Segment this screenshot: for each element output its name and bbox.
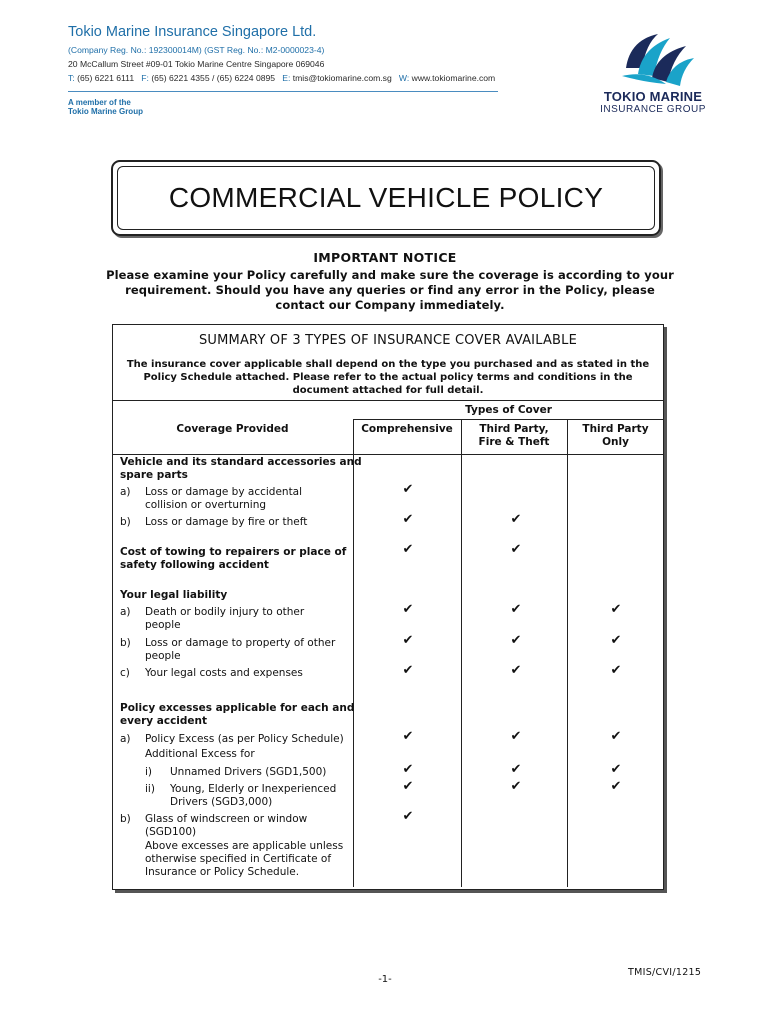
check-icon: ✔ bbox=[610, 663, 622, 678]
header-divider bbox=[68, 91, 498, 92]
section-liability-title: Your legal liability bbox=[120, 589, 228, 601]
item-young-drivers-2: Drivers (SGD3,000) bbox=[170, 796, 273, 808]
item-accidental-2: collision or overturning bbox=[145, 499, 267, 511]
table-top-rule bbox=[112, 400, 664, 401]
check-icon: ✔ bbox=[510, 542, 522, 557]
check-icon: ✔ bbox=[402, 602, 414, 617]
document-code: TMIS/CVI/1215 bbox=[628, 967, 702, 978]
item-marker: a) bbox=[120, 733, 131, 745]
item-bodily-injury-1: Death or bodily injury to other bbox=[145, 606, 305, 618]
item-young-drivers-1: Young, Elderly or Inexperienced bbox=[170, 783, 337, 795]
item-marker: a) bbox=[120, 486, 131, 498]
title-box bbox=[111, 160, 661, 236]
column-header-rule bbox=[112, 454, 664, 455]
types-of-cover-header: Types of Cover bbox=[465, 404, 552, 416]
check-icon: ✔ bbox=[610, 633, 622, 648]
item-property-damage-1: Loss or damage to property of other bbox=[145, 637, 336, 649]
page-title: COMMERCIAL VEHICLE POLICY bbox=[117, 166, 655, 230]
types-header-rule bbox=[353, 419, 664, 420]
excess-note-3: Insurance or Policy Schedule. bbox=[145, 866, 300, 878]
check-icon: ✔ bbox=[402, 512, 414, 527]
item-legal-costs: Your legal costs and expenses bbox=[145, 667, 303, 679]
item-marker: c) bbox=[120, 667, 130, 679]
comprehensive-header: Comprehensive bbox=[361, 423, 453, 435]
check-icon: ✔ bbox=[402, 809, 414, 824]
col-divider-2 bbox=[461, 419, 462, 887]
notice-body: Please examine your Policy carefully and make sure the coverage is according to your requirement. Should you have any queries or find any error in the Policy, please contact our Company immediately. bbox=[106, 268, 674, 312]
check-icon: ✔ bbox=[510, 779, 522, 794]
section-towing-title-1: Cost of towing to repairers or place of bbox=[120, 546, 347, 558]
check-icon: ✔ bbox=[510, 602, 522, 617]
check-icon: ✔ bbox=[610, 762, 622, 777]
member-line-1: A member of the bbox=[68, 98, 131, 107]
item-bodily-injury-2: people bbox=[145, 619, 181, 631]
excess-note-1: Above excesses are applicable unless bbox=[145, 840, 344, 852]
col-divider-1 bbox=[353, 419, 354, 887]
section-excess-title-1: Policy excesses applicable for each and bbox=[120, 702, 355, 714]
check-icon: ✔ bbox=[610, 729, 622, 744]
col-divider-3 bbox=[567, 419, 568, 887]
item-marker: b) bbox=[120, 813, 131, 825]
company-address: 20 McCallum Street #09-01 Tokio Marine Centre Singapore 069046 bbox=[68, 59, 325, 69]
company-registration: (Company Reg. No.: 192300014M) (GST Reg. No.: M2-0000023-4) bbox=[68, 45, 325, 55]
logo-subtitle: INSURANCE GROUP bbox=[600, 104, 706, 115]
tpft-header-line-2: Fire & Theft bbox=[478, 436, 550, 448]
check-icon: ✔ bbox=[510, 633, 522, 648]
section-excess-title-2: every accident bbox=[120, 715, 208, 727]
section-towing-title-2: safety following accident bbox=[120, 559, 269, 571]
check-icon: ✔ bbox=[402, 762, 414, 777]
tp-header-line-1: Third Party bbox=[582, 423, 649, 435]
item-marker: i) bbox=[145, 766, 153, 778]
item-marker: b) bbox=[120, 637, 131, 649]
check-icon: ✔ bbox=[510, 729, 522, 744]
notice-heading: IMPORTANT NOTICE bbox=[313, 250, 457, 265]
item-policy-excess-1: Policy Excess (as per Policy Schedule) bbox=[145, 733, 344, 745]
coverage-provided-header: Coverage Provided bbox=[176, 423, 289, 435]
section-vehicle-title-1: Vehicle and its standard accessories and bbox=[120, 456, 362, 468]
tokio-marine-logo-icon bbox=[616, 28, 700, 88]
check-icon: ✔ bbox=[510, 512, 522, 527]
check-icon: ✔ bbox=[402, 633, 414, 648]
page-number: -1- bbox=[378, 974, 392, 985]
check-icon: ✔ bbox=[402, 542, 414, 557]
company-name: Tokio Marine Insurance Singapore Ltd. bbox=[68, 24, 317, 40]
item-glass-2: (SGD100) bbox=[145, 826, 197, 838]
item-marker: b) bbox=[120, 516, 131, 528]
item-fire-theft: Loss or damage by fire or theft bbox=[145, 516, 308, 528]
check-icon: ✔ bbox=[402, 779, 414, 794]
item-marker: ii) bbox=[145, 783, 155, 795]
excess-note-2: otherwise specified in Certificate of bbox=[145, 853, 332, 865]
item-policy-excess-2: Additional Excess for bbox=[145, 748, 255, 760]
tpft-header-line-1: Third Party, bbox=[479, 423, 549, 435]
check-icon: ✔ bbox=[610, 602, 622, 617]
tp-header-line-2: Only bbox=[602, 436, 629, 448]
summary-intro: The insurance cover applicable shall depend on the type you purchased and as stated in the Policy Schedule attached. Please refer to the actual policy terms and conditions in the document attached for full detail. bbox=[126, 359, 650, 396]
company-contact: T: (65) 6221 6111 F: (65) 6221 4355 / (65) 6224 0895 E: tmis@tokiomarine.com.sg W: www.tokiomarine.com bbox=[68, 73, 496, 83]
check-icon: ✔ bbox=[510, 762, 522, 777]
check-icon: ✔ bbox=[610, 779, 622, 794]
item-marker: a) bbox=[120, 606, 131, 618]
section-vehicle-title-2: spare parts bbox=[120, 469, 188, 481]
item-unnamed-drivers: Unnamed Drivers (SGD1,500) bbox=[170, 766, 327, 778]
check-icon: ✔ bbox=[402, 729, 414, 744]
item-glass-1: Glass of windscreen or window bbox=[145, 813, 308, 825]
check-icon: ✔ bbox=[402, 482, 414, 497]
check-icon: ✔ bbox=[510, 663, 522, 678]
member-line-2: Tokio Marine Group bbox=[68, 107, 143, 116]
check-icon: ✔ bbox=[402, 663, 414, 678]
item-accidental-1: Loss or damage by accidental bbox=[145, 486, 303, 498]
summary-heading: SUMMARY OF 3 TYPES OF INSURANCE COVER AVAILABLE bbox=[198, 333, 578, 348]
logo-name: TOKIO MARINE bbox=[603, 89, 703, 104]
item-property-damage-2: people bbox=[145, 650, 181, 662]
